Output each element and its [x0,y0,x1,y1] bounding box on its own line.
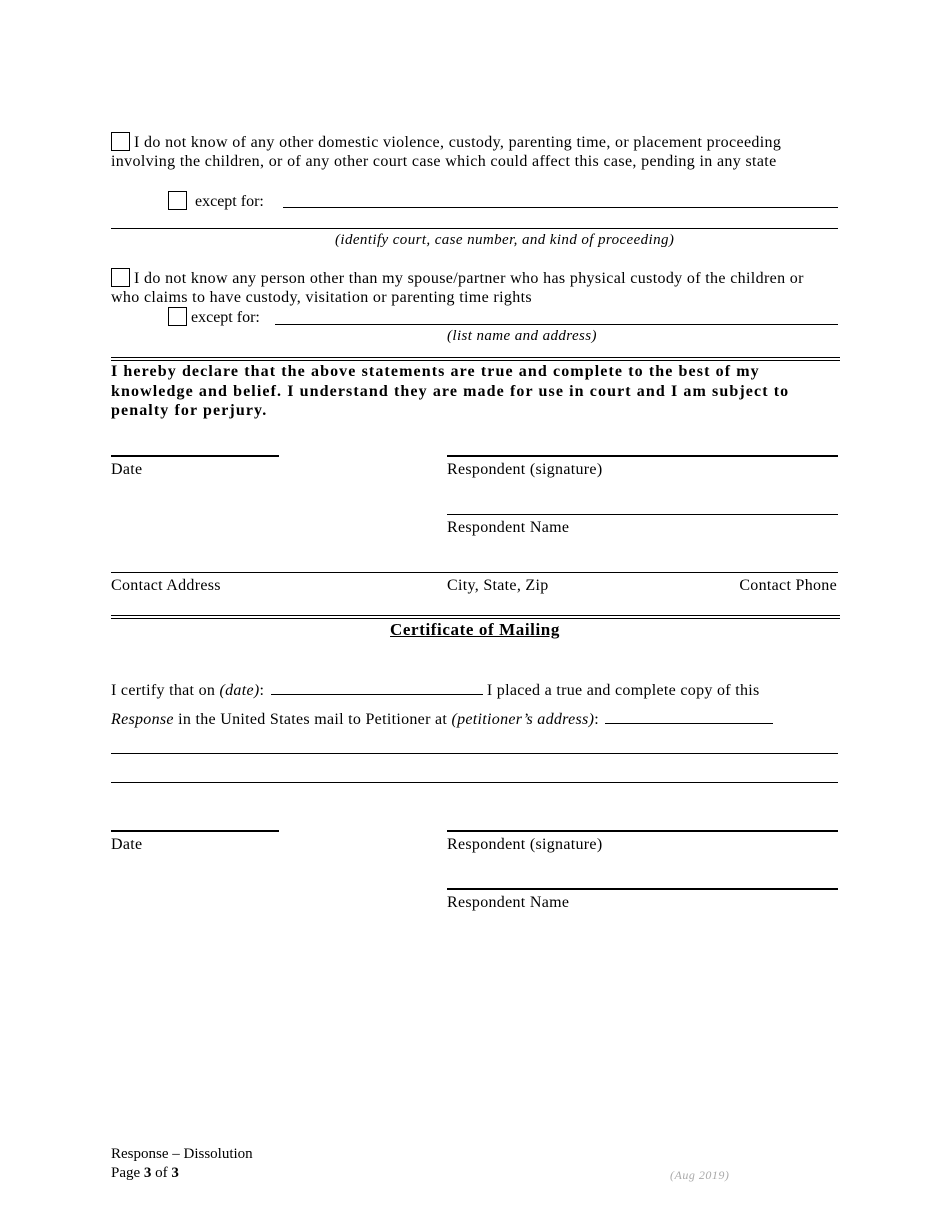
footer-revision-date: (Aug 2019) [670,1168,730,1182]
contact-phone-label: Contact Phone [739,577,837,594]
date-line-1[interactable] [111,455,279,457]
date-label-1: Date [111,461,143,478]
petitioner-address-label: (petitioner’s address) [451,711,595,728]
response-word: Response [111,711,174,728]
except-row-1 [168,191,264,211]
no-other-custody-text: I do not know any person other than my spouse/partner who has physical custody of the children or who claims to have custody, visitation or parenting time rights [111,270,804,306]
certify-date-input[interactable] [271,680,483,695]
except-row-2 [168,307,260,327]
except-input-line-1b[interactable] [111,228,838,229]
page-total: 3 [171,1165,179,1181]
certify-colon: : [259,682,265,699]
except-label-2: except for: [191,309,260,326]
signature-label-1: Respondent (signature) [447,461,603,478]
name-label-1: Respondent Name [447,519,570,536]
petitioner-address-input[interactable] [605,709,773,724]
except-label-1: except for: [195,193,264,210]
signature-line-1[interactable] [447,455,838,457]
signature-label-2: Respondent (signature) [447,836,603,853]
signature-line-2[interactable] [447,830,838,832]
page-word: Page [111,1165,141,1181]
caption-list-name: (list name and address) [447,328,597,344]
certificate-title: Certificate of Mailing [390,620,560,639]
divider-double-1 [111,357,840,361]
contact-address-label: Contact Address [111,577,221,594]
no-other-proceedings-checkbox[interactable] [111,132,130,151]
footer-form-title: Response – Dissolution [111,1146,253,1162]
certify-colon-2: : [594,711,599,728]
name-line-1[interactable] [447,514,838,515]
footer-page-number [111,1164,179,1183]
address-line-3[interactable] [111,782,838,783]
certify-middle: in the United States mail to Petitioner at [173,711,452,728]
name-label-2: Respondent Name [447,894,570,911]
no-other-custody-checkbox[interactable] [111,268,130,287]
page-of: of [155,1165,168,1181]
section-other-custody [111,268,811,307]
certify-date-label: (date) [219,682,260,699]
declaration-text: I hereby declare that the above statements are true and complete to the best of my knowledge and belief. I understand they are made for use in court and I am subject to penalty for perjury. [111,363,790,419]
city-state-zip-label: City, State, Zip [447,577,549,594]
except-checkbox-1[interactable] [168,191,187,210]
certificate-line-2 [111,709,773,729]
date-label-2: Date [111,836,143,853]
no-other-proceedings-text: I do not know of any other domestic violence, custody, parenting time, or placement proceeding involving the children, or of any other court case which could affect this case, pending in any state [111,134,782,170]
name-line-2[interactable] [447,888,838,890]
except-input-line-2[interactable] [275,324,838,325]
date-line-2[interactable] [111,830,279,832]
divider-double-2 [111,615,840,619]
page-current: 3 [143,1165,152,1181]
certificate-line-1 [111,680,760,700]
section-other-proceedings [111,132,801,171]
except-checkbox-2[interactable] [168,307,187,326]
address-line-2[interactable] [111,753,838,754]
except-input-line-1[interactable] [283,207,838,208]
caption-identify-court: (identify court, case number, and kind of proceeding) [335,232,675,248]
certify-prefix: I certify that on [111,682,220,699]
certify-suffix: I placed a true and complete copy of this [486,682,760,699]
contact-line[interactable] [111,572,838,573]
